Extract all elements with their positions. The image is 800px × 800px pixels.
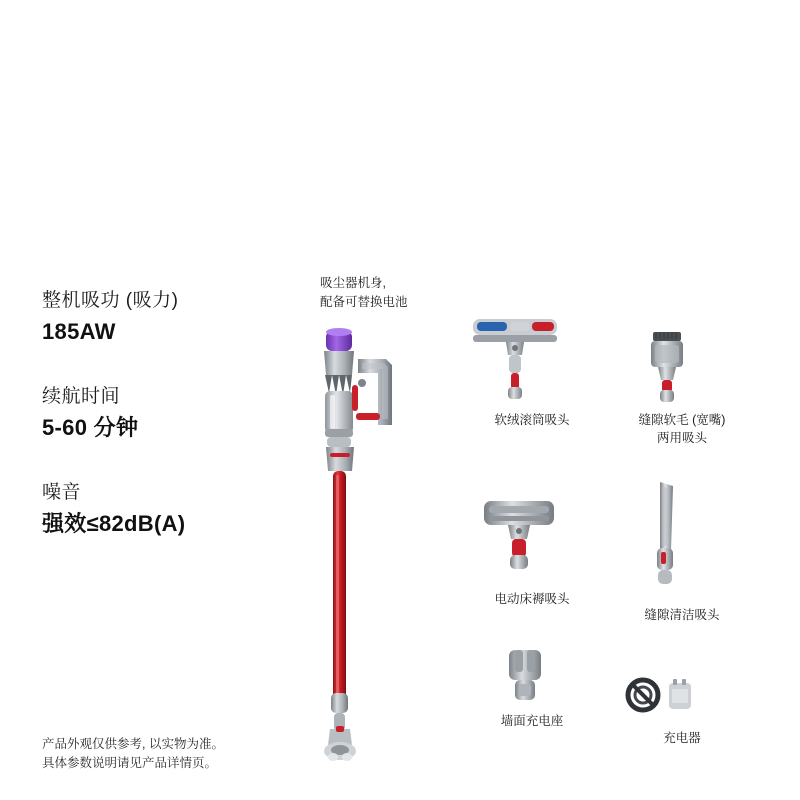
caption-line-1: 缝隙清洁吸头 (644, 608, 720, 622)
caption-soft-roller-head (457, 411, 607, 429)
spec-item-runtime (42, 382, 292, 444)
caption-crevice-cleaning-head (607, 606, 757, 624)
spec-label-suction: 整机吸功 (吸力) (42, 290, 179, 311)
caption-line-2: 两用吸头 (656, 431, 707, 445)
spec-value-noise: 强效≤82dB(A) (42, 511, 186, 536)
caption-line-1: 充电器 (663, 731, 701, 745)
spec-list (42, 286, 292, 570)
crevice-soft-brush-combo-image (640, 330, 694, 406)
caption-crevice-soft-brush-combo (607, 411, 757, 447)
footnote-line-2: 具体参数说明请见产品详情页。 (42, 756, 218, 770)
spec-label-noise: 噪音 (42, 482, 82, 503)
caption-line-1: 电动床褥吸头 (494, 592, 570, 606)
soft-roller-head-image (470, 315, 560, 403)
crevice-cleaning-head-image (640, 480, 686, 598)
main-unit-callout-line-2: 配备可替换电池 (320, 295, 408, 309)
spec-value-suction: 185AW (42, 319, 116, 344)
footnote-line-1: 产品外观仅供参考, 以实物为准。 (42, 737, 224, 751)
charger-image (625, 675, 697, 717)
caption-line-1: 软绒滚筒吸头 (494, 413, 570, 427)
spec-label-runtime: 续航时间 (42, 386, 121, 407)
caption-line-1: 墙面充电座 (500, 714, 564, 728)
main-unit-callout-line-1: 吸尘器机身, (320, 276, 386, 290)
vacuum-main-unit-image (300, 325, 430, 775)
wall-mount-dock-image (495, 648, 555, 704)
caption-motorized-mattress-head (457, 590, 607, 608)
motorized-mattress-head-image (480, 495, 558, 579)
footnote (42, 735, 224, 773)
caption-line-1: 缝隙软毛 (宽嘴) (638, 413, 726, 427)
spec-value-runtime: 5-60 分钟 (42, 415, 139, 440)
caption-wall-mount-dock (457, 712, 607, 730)
spec-item-noise (42, 478, 292, 540)
caption-charger (607, 729, 757, 747)
main-unit-callout (320, 274, 450, 312)
spec-item-suction (42, 286, 292, 348)
